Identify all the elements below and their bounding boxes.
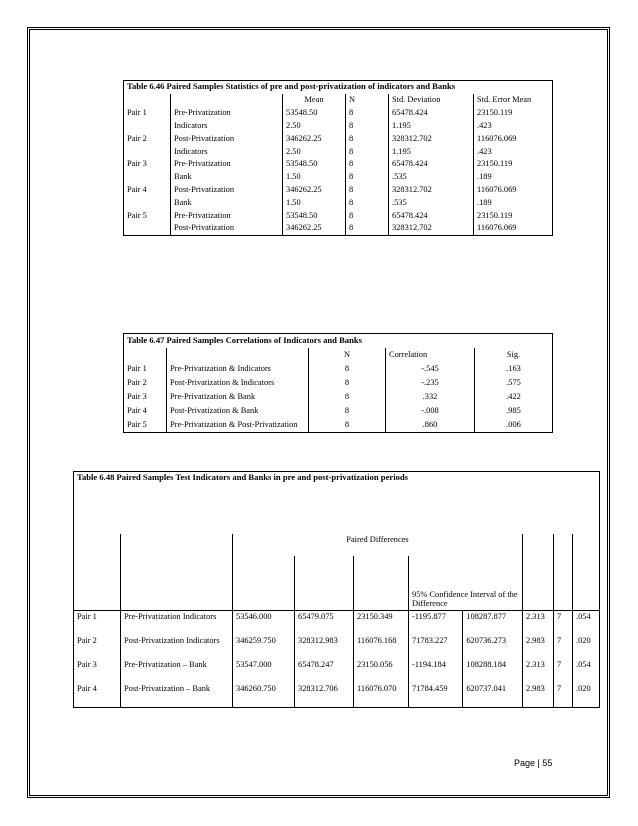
table-cell: Indicators	[171, 119, 283, 132]
table-cell: .575	[475, 376, 553, 390]
table-cell: Pair 2	[124, 132, 171, 145]
paired-samples-test-table	[73, 471, 600, 708]
table-row	[124, 196, 553, 209]
table-row	[124, 390, 553, 404]
table-cell: -.008	[386, 404, 475, 418]
table-cell	[124, 119, 171, 132]
table-cell: Post-Privatization	[171, 132, 283, 145]
table-cell: 53548.50	[283, 209, 346, 222]
table-row	[124, 404, 553, 418]
table-cell: 53547.000	[233, 659, 295, 683]
table-cell: Pair 5	[124, 418, 167, 433]
table-cell: 53546.000	[233, 611, 295, 636]
table-row	[124, 209, 553, 222]
table-cell: 620736.273	[463, 635, 523, 659]
table-cell: 2.50	[283, 119, 346, 132]
table-cell: 1.50	[283, 196, 346, 209]
table-row	[124, 145, 553, 158]
table-cell: Post-Privatization & Indicators	[167, 376, 309, 390]
table-cell: Post-Privatization Indicators	[121, 635, 233, 659]
header-cell: N	[346, 94, 389, 107]
table-cell: 8	[346, 158, 389, 171]
table-cell: 346262.25	[283, 222, 346, 235]
table-cell: 8	[346, 132, 389, 145]
table-cell: .020	[573, 635, 600, 659]
table-cell: 328312.706	[295, 683, 354, 708]
table-cell: 2.313	[523, 611, 554, 636]
table-cell: .423	[474, 145, 553, 158]
table-cell: 2.313	[523, 659, 554, 683]
table-cell: 346262.25	[283, 132, 346, 145]
table-cell: -.235	[386, 376, 475, 390]
table-cell: .332	[386, 390, 475, 404]
table-row	[124, 418, 553, 433]
table-cell: Bank	[171, 196, 283, 209]
table-cell: 346262.25	[283, 183, 346, 196]
table-cell: 328312.983	[295, 635, 354, 659]
table-cell: 116076.069	[474, 183, 553, 196]
table-row	[74, 635, 600, 659]
paired-samples-statistics-table	[123, 80, 553, 236]
table-cell: Pre-Privatization	[171, 107, 283, 120]
table-row	[124, 222, 553, 235]
table-row	[124, 107, 553, 120]
table-cell: Pre-Privatization	[171, 209, 283, 222]
page-number: Page | 55	[514, 758, 553, 768]
table-cell: 620737.041	[463, 683, 523, 708]
table-cell: 116076.070	[354, 683, 409, 708]
table-cell: 23150.119	[474, 209, 553, 222]
table-cell: .422	[475, 390, 553, 404]
table-cell: 23150.056	[354, 659, 409, 683]
confidence-interval-header: 95% Confidence Interval of the Difference	[409, 556, 523, 611]
table-cell: 328312.702	[389, 183, 474, 196]
table-cell	[124, 145, 171, 158]
table-caption: Table 6.47 Paired Samples Correlations of Indicators and Banks	[124, 334, 553, 349]
table-row	[124, 183, 553, 196]
table-row	[124, 362, 553, 376]
header-cell: N	[309, 348, 386, 362]
table-cell: Pair 1	[74, 611, 121, 636]
table-row	[74, 659, 600, 683]
table-cell: 8	[309, 390, 386, 404]
table-cell: Pair 2	[124, 376, 167, 390]
table-header-row	[124, 348, 553, 362]
table-cell: 328312.702	[389, 222, 474, 235]
header-cell: Std. Error Mean	[474, 94, 553, 107]
table-cell: 8	[309, 376, 386, 390]
table-cell: Post-Privatization	[171, 222, 283, 235]
paired-differences-header: Paired Differences	[233, 534, 523, 556]
table-cell: Pair 2	[74, 635, 121, 659]
table-cell: Pair 3	[74, 659, 121, 683]
table-cell: .054	[573, 659, 600, 683]
table-cell: 65478.424	[389, 158, 474, 171]
table-cell: Pair 4	[74, 683, 121, 708]
table-cell: Pair 1	[124, 362, 167, 376]
header-cell	[124, 94, 171, 107]
table-cell: -.545	[386, 362, 475, 376]
paired-samples-correlations-table	[123, 333, 553, 433]
table-cell: .423	[474, 119, 553, 132]
table-cell: Pre-Privatization Indicators	[121, 611, 233, 636]
table-cell: .189	[474, 196, 553, 209]
table-cell: Pair 4	[124, 183, 171, 196]
table-row	[74, 611, 600, 636]
header-cell: Correlation	[386, 348, 475, 362]
table-caption: Table 6.46 Paired Samples Statistics of pre and post-privatization of indicators and Banks	[124, 81, 553, 94]
table-cell: Post-Privatization & Bank	[167, 404, 309, 418]
table-cell: .860	[386, 418, 475, 433]
table-cell: .535	[389, 196, 474, 209]
table-cell: 53548.50	[283, 158, 346, 171]
table-cell: 8	[346, 107, 389, 120]
correlations-body	[124, 362, 553, 433]
table-cell: 1.50	[283, 171, 346, 184]
table-cell: 8	[346, 119, 389, 132]
table-cell: 71784.459	[409, 683, 463, 708]
table-cell: 8	[309, 362, 386, 376]
table-cell: 2.983	[523, 683, 554, 708]
header-cell: Std. Deviation	[389, 94, 474, 107]
table-cell: Indicators	[171, 145, 283, 158]
header-cell: Mean	[283, 94, 346, 107]
test-body	[74, 611, 600, 708]
table-cell: Pair 4	[124, 404, 167, 418]
table-row	[124, 171, 553, 184]
table-cell: Pre-Privatization	[171, 158, 283, 171]
table-cell: -1195.877	[409, 611, 463, 636]
table-cell: 8	[346, 145, 389, 158]
header-cell	[171, 94, 283, 107]
table-cell: 65478.424	[389, 107, 474, 120]
table-cell: 8	[346, 183, 389, 196]
table-cell: 108288.184	[463, 659, 523, 683]
table-cell: 71783.227	[409, 635, 463, 659]
table-caption: Table 6.48 Paired Samples Test Indicators and Banks in pre and post-privatization periods	[74, 472, 600, 535]
table-cell: 8	[346, 171, 389, 184]
table-cell: .985	[475, 404, 553, 418]
table-cell: 7	[554, 611, 573, 636]
table-cell: 108287.877	[463, 611, 523, 636]
table-cell: .020	[573, 683, 600, 708]
table-cell: Pre-Privatization & Indicators	[167, 362, 309, 376]
table-cell: 8	[346, 209, 389, 222]
table-cell: 116076.168	[354, 635, 409, 659]
table-cell: 7	[554, 683, 573, 708]
table-cell: 8	[309, 418, 386, 433]
table-header-row	[124, 94, 553, 107]
table-cell: 23150.119	[474, 107, 553, 120]
table-cell: 346260.750	[233, 683, 295, 708]
table-cell: 8	[346, 222, 389, 235]
table-cell: Bank	[171, 171, 283, 184]
table-cell: 8	[309, 404, 386, 418]
table-cell: Post-Privatization – Bank	[121, 683, 233, 708]
table-cell: 2.983	[523, 635, 554, 659]
table-cell: .535	[389, 171, 474, 184]
table-cell: 23150.349	[354, 611, 409, 636]
table-cell	[124, 196, 171, 209]
table-cell: 65478.247	[295, 659, 354, 683]
table-cell: 346259.750	[233, 635, 295, 659]
table-cell: 65479.075	[295, 611, 354, 636]
table-cell: 7	[554, 659, 573, 683]
table-cell: .054	[573, 611, 600, 636]
table-cell: 1.195	[389, 119, 474, 132]
table-cell: 7	[554, 635, 573, 659]
table-cell: 1.195	[389, 145, 474, 158]
table-row	[124, 132, 553, 145]
table-cell: 2.50	[283, 145, 346, 158]
table-row	[124, 376, 553, 390]
table-cell: 116076.069	[474, 132, 553, 145]
table-cell	[124, 222, 171, 235]
table-cell	[124, 171, 171, 184]
table-cell: .189	[474, 171, 553, 184]
table-cell: 53548.50	[283, 107, 346, 120]
table-cell: 8	[346, 196, 389, 209]
header-cell: Sig.	[475, 348, 553, 362]
table-row	[124, 119, 553, 132]
header-cell	[124, 348, 167, 362]
header-cell	[167, 348, 309, 362]
table-cell: Post-Privatization	[171, 183, 283, 196]
table-row	[124, 158, 553, 171]
table-cell: Pre-Privatization & Post-Privatization	[167, 418, 309, 433]
table-cell: .006	[475, 418, 553, 433]
table-cell: .163	[475, 362, 553, 376]
table-cell: 328312.702	[389, 132, 474, 145]
table-cell: Pair 3	[124, 158, 171, 171]
table-cell: Pair 1	[124, 107, 171, 120]
table-cell: Pair 5	[124, 209, 171, 222]
table-cell: 116076.069	[474, 222, 553, 235]
statistics-body	[124, 107, 553, 235]
table-cell: Pre-Privatization – Bank	[121, 659, 233, 683]
table-row	[74, 683, 600, 708]
table-cell: 65478.424	[389, 209, 474, 222]
table-cell: Pre-Privatization & Bank	[167, 390, 309, 404]
table-cell: -1194.184	[409, 659, 463, 683]
table-cell: 23150.119	[474, 158, 553, 171]
table-cell: Pair 3	[124, 390, 167, 404]
